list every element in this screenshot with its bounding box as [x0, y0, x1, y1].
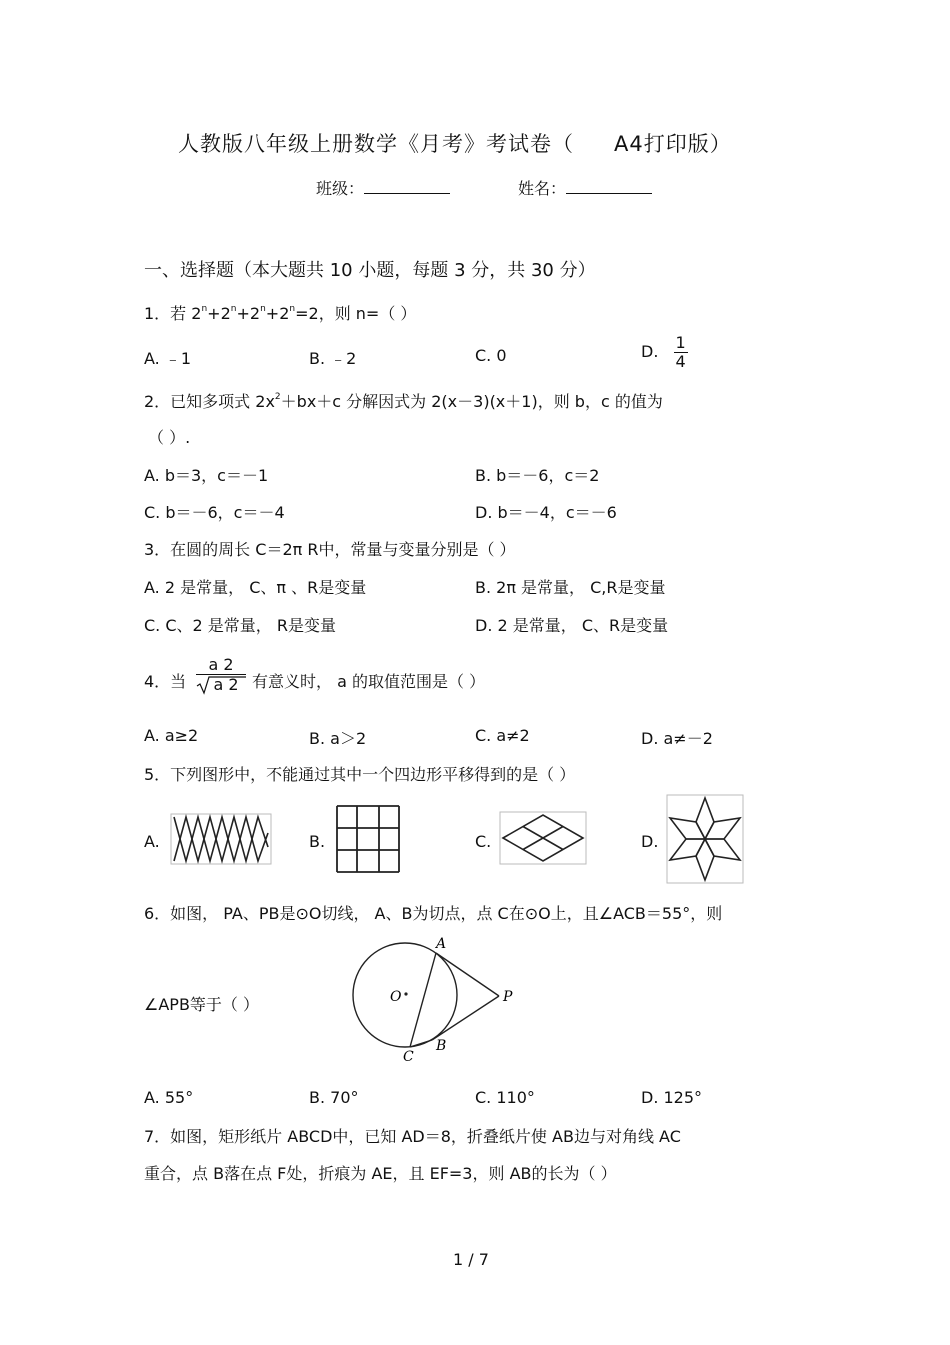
point-o-label: O: [390, 989, 402, 1005]
chord-ac: [410, 953, 436, 1047]
question-7-line2: 重合，点 B落在点 F处，折痕为 AE，且 EF=3，则 AB的长为（ ）: [144, 1164, 617, 1183]
q5-figure-a: [170, 813, 272, 865]
point-b-label: B: [436, 1038, 447, 1054]
chord-cb: [410, 1040, 432, 1047]
question-2-line2: （ ）.: [148, 428, 191, 447]
q3-option-d: D. 2 是常量， C、R是变量: [475, 616, 669, 635]
question-1-stem: [144, 301, 416, 324]
q6-option-c: C. 110°: [475, 1088, 535, 1107]
tangent-pb: [432, 996, 499, 1040]
q1-option-d-label: D.: [641, 342, 659, 361]
q5-figure-d: [666, 794, 744, 884]
q3-option-c: C. C、2 是常量， R是变量: [144, 616, 336, 635]
question-3-stem: 3．在圆的周长 C＝2π R中，常量与变量分别是（ ）: [144, 540, 516, 559]
q4-option-a: A. a≥2: [144, 726, 199, 745]
name-field: [518, 176, 652, 199]
q1-exp2: n: [230, 304, 237, 314]
q5-option-d: D.: [641, 832, 659, 851]
exam-title-main: 人教版八年级上册数学《月考》考试卷（: [178, 132, 574, 156]
q5-option-b: B.: [309, 832, 326, 851]
name-blank: [566, 179, 652, 194]
question-5-stem: 5．下列图形中，不能通过其中一个四边形平移得到的是（ ）: [144, 765, 576, 784]
q5-figure-c: [499, 811, 587, 865]
q1-exp4: n: [289, 304, 296, 314]
q4-fraction: [196, 656, 246, 695]
q1-p1: +2: [207, 304, 231, 323]
q2-option-c: C. b＝－6，c＝－4: [144, 503, 285, 522]
q6-circle-figure: [348, 932, 528, 1067]
q1-d-denominator: 4: [675, 352, 686, 371]
sqrt-sign-icon: [196, 675, 246, 695]
point-a-label: A: [436, 936, 447, 952]
q6-option-d: D. 125°: [641, 1088, 703, 1107]
q2-option-d: D. b＝－4，c＝－6: [475, 503, 617, 522]
q2-pre: 2．已知多项式 2x: [144, 392, 275, 411]
question-6-line2: ∠APB等于（ ）: [144, 995, 260, 1014]
q3-option-b: B. 2π 是常量， C,R是变量: [475, 578, 666, 597]
q1-exp1: n: [201, 304, 208, 314]
q6-option-b: B. 70°: [309, 1088, 359, 1107]
class-label: 班级：: [316, 179, 365, 198]
q1-option-a: A. ﹣1: [144, 349, 192, 368]
point-p-label: P: [503, 989, 513, 1005]
question-7-line1: 7．如图，矩形纸片 ABCD中，已知 AD＝8，折叠纸片使 AB边与对角线 AC: [144, 1127, 681, 1146]
name-label: 姓名：: [518, 179, 567, 198]
q2-option-a: A. b＝3，c＝－1: [144, 466, 269, 485]
q5-figure-b: [335, 804, 401, 874]
q4-option-c: C. a≠2: [475, 726, 530, 745]
question-6-stem: 6．如图， PA、PB是⊙O切线， A、B为切点，点 C在⊙O上，且∠ACB＝55°，则: [144, 904, 723, 923]
class-field: [316, 176, 450, 199]
q1-option-b: B. ﹣2: [309, 349, 357, 368]
q4-option-d: D. a≠－2: [641, 729, 713, 748]
q1-p3: +2: [265, 304, 290, 323]
q1-option-c: C. 0: [475, 346, 507, 365]
q1-pre: 1．若 2: [144, 304, 202, 323]
question-2-stem: [144, 389, 663, 412]
q4-pre: 4．当: [144, 672, 187, 691]
q4-denominator: a 2: [213, 675, 239, 694]
q4-option-b: B. a＞2: [309, 729, 367, 748]
q1-d-numerator: 1: [675, 333, 686, 352]
q5-option-a: A.: [144, 832, 160, 851]
q1-option-d: [641, 334, 688, 371]
q2-option-b: B. b＝－6，c＝2: [475, 466, 600, 485]
class-blank: [364, 179, 450, 194]
q4-numerator: a 2: [196, 656, 246, 675]
q6-option-a: A. 55°: [144, 1088, 194, 1107]
section-heading: 一、选择题（本大题共 10 小题，每题 3 分，共 30 分）: [144, 260, 596, 281]
center-dot: [404, 992, 407, 995]
q1-option-d-fraction: [674, 334, 688, 371]
q5-option-c: C.: [475, 832, 492, 851]
q4-post: 有意义时， a 的取值范围是（ ）: [252, 672, 486, 691]
tangent-pa: [436, 953, 499, 996]
q2-exp: 2: [274, 392, 281, 402]
exam-title-tail: A4打印版）: [614, 132, 732, 156]
page-number: 1 / 7: [453, 1250, 489, 1269]
exam-title: [178, 128, 732, 158]
q1-p2: +2: [236, 304, 261, 323]
q4-denominator-row: [196, 675, 246, 695]
q3-option-a: A. 2 是常量， C、π 、R是变量: [144, 578, 367, 597]
q1-exp3: n: [260, 304, 266, 314]
point-c-label: C: [403, 1049, 414, 1065]
q2-post: ＋bx＋c 分解因式为 2(x－3)(x＋1)，则 b，c 的值为: [280, 392, 663, 411]
q1-post: =2，则 n=（ ）: [295, 304, 417, 323]
